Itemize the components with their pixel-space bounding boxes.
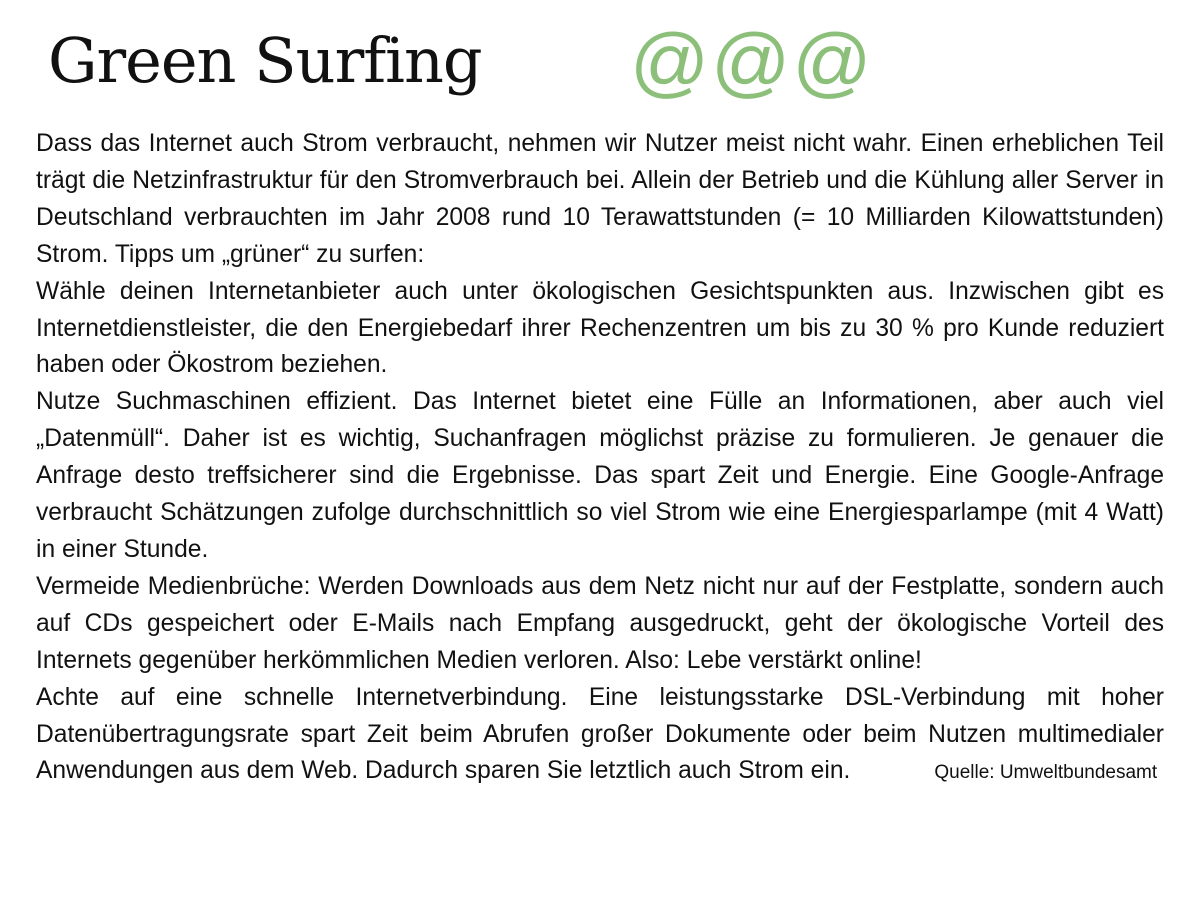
source-citation: Quelle: Umweltbundesamt [934,762,1158,784]
paragraph-tip-search: Nutze Suchmaschinen effizient. Das Internet bietet eine Fülle an Informationen, aber auch viel „Datenmüll“. Daher ist es wichtig, Suchanfragen möglichst präzise zu formulieren. Je genauer die Anfrage desto treffsicherer sind die Ergebnisse. Das spart Zeit und Energie. Eine Google-Anfrage verbraucht Schätzungen zufolge durchschnittlich so viel Strom wie eine Energiesparlampe (mit 4 Watt) in einer Stunde. [36,388,1164,563]
paragraph-tip-provider: Wähle deinen Internetanbieter auch unter ökologischen Gesichtspunkten aus. Inzwischen gibt es Internetdienstleister, die den Energiebedarf ihrer Rechenzentren um bis zu 30 % pro Kunde reduziert haben oder Ökostrom beziehen. [36,277,1164,379]
paragraph-intro: Dass das Internet auch Strom verbraucht, nehmen wir Nutzer meist nicht wahr. Einen erheblichen Teil trägt die Netzinfrastruktur für den Stromverbrauch bei. Allein der Betrieb und die Kühlung aller Server in Deutschland verbrauchten im Jahr 2008 rund 10 Terawattstunden (= 10 Milliarden Kilowattstunden) Strom. Tipps um „grüner“ zu surfen: [36,130,1164,268]
page-header [48,17,1158,112]
paragraph-tip-connection-text: Achte auf eine schnelle Internetverbindung. Eine leistungsstarke DSL-Verbindung mit hoher Datenübertragungsrate spart Zeit beim Abrufen großer Dokumente oder beim Nutzen multimedialer Anwendungen aus dem Web. Dadurch sparen Sie letztlich auch Strom ein. [36,683,1164,785]
paragraph-tip-media: Vermeide Medienbrüche: Werden Downloads aus dem Netz nicht nur auf der Festplatte, sondern auch auf CDs gespeichert oder E-Mails nach Empfang ausgedruckt, geht der ökologische Vorteil des Internets gegenüber herkömmlichen Medien verloren. Also: Lebe verstärkt online! [36,572,1164,674]
page-title: Green Surfing [48,24,482,97]
article-body [36,126,1164,792]
at-sign-decoration: @@@ [630,17,874,105]
paragraph-tip-connection [36,680,1164,793]
